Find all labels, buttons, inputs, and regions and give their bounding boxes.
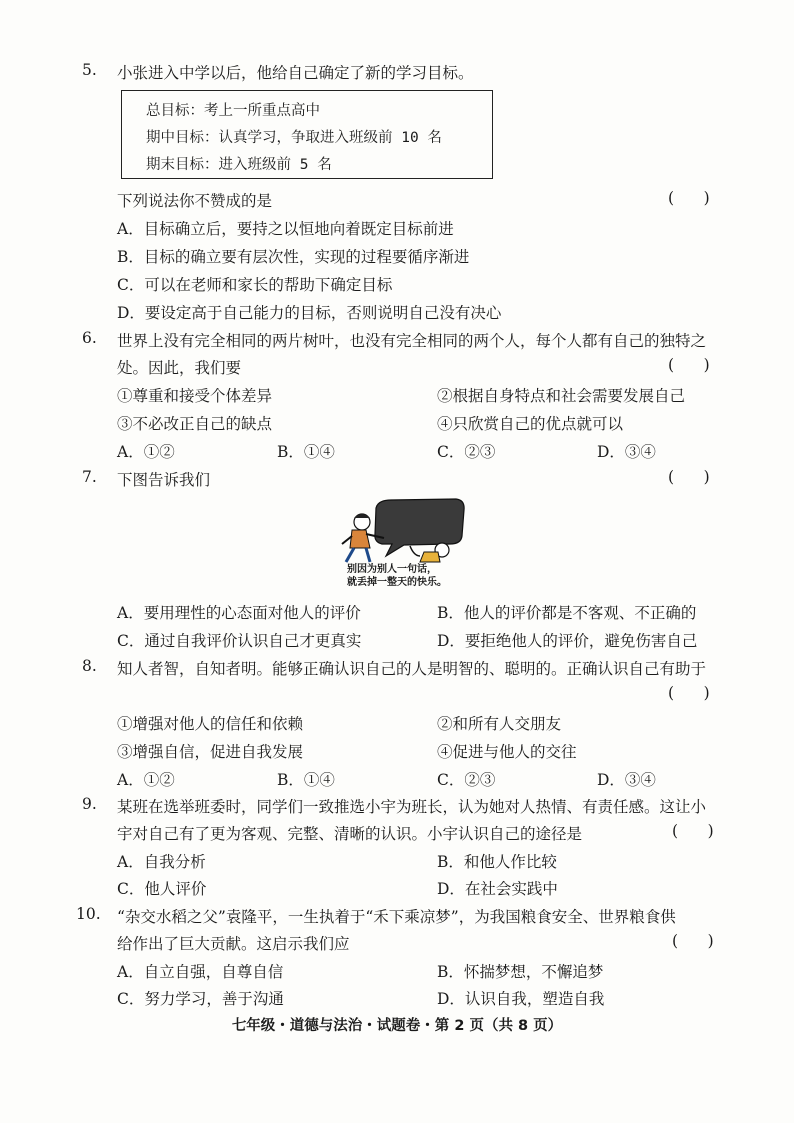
q7-number: 7.	[82, 468, 97, 486]
q9-option-b: B．和他人作比较	[437, 853, 557, 871]
kid-shirt	[350, 530, 370, 548]
q5-goal-box	[121, 90, 493, 179]
q5-goal-midterm: 期中目标：认真学习，争取进入班级前 10 名	[146, 130, 442, 146]
q9-stem-line1: 某班在选举班委时，同学们一致推选小宇为班长，认为她对人热情、有责任感。这让小	[117, 798, 707, 816]
q10-answer-blank: ( )	[672, 932, 714, 950]
q9-stem-line2: 宇对自己有了更为客观、完整、清晰的认识。小宇认识自己的途径是	[117, 825, 583, 843]
speech-bubble-shape	[375, 499, 464, 556]
q6-item-2: ②根据自身特点和社会需要发展自己	[437, 387, 686, 405]
q7-stem: 下图告诉我们	[117, 471, 211, 489]
q9-option-c: C．他人评价	[117, 880, 207, 898]
q6-item-3: ③不必改正自己的缺点	[117, 415, 273, 433]
q8-number: 8.	[82, 657, 97, 675]
q8-item-1: ①增强对他人的信任和依赖	[117, 715, 304, 733]
q7-option-a: A．要用理性的心态面对他人的评价	[117, 604, 361, 622]
q6-item-4: ④只欣赏自己的优点就可以	[437, 415, 624, 433]
q8-item-2: ②和所有人交朋友	[437, 715, 562, 733]
page-footer: 七年级・道德与法治・试题卷・第 2 页（共 8 页）	[231, 1018, 563, 1034]
q8-option-b: B．①④	[277, 771, 335, 789]
sad-kid-shirt	[420, 552, 440, 562]
q7-option-b: B．他人的评价都是不客观、不正确的	[437, 604, 697, 622]
q8-stem: 知人者智，自知者明。能够正确认识自己的人是明智的、聪明的。正确认识自己有助于	[117, 660, 707, 678]
q5-stem: 小张进入中学以后，他给自己确定了新的学习目标。	[117, 64, 474, 82]
q8-item-4: ④促进与他人的交往	[437, 743, 577, 761]
q9-option-a: A．自我分析	[117, 853, 206, 871]
q5-option-b: B．目标的确立要有层次性，实现的过程要循序渐进	[117, 248, 470, 266]
q10-stem-line2: 给作出了巨大贡献。这启示我们应	[117, 935, 350, 953]
q7-answer-blank: ( )	[668, 468, 710, 486]
q8-option-a: A．①②	[117, 771, 175, 789]
cartoon-caption	[347, 563, 447, 589]
q5-answer-blank: ( )	[668, 189, 710, 207]
q6-answer-blank: ( )	[668, 356, 710, 374]
q5-goal-final: 期末目标：进入班级前 5 名	[146, 157, 332, 173]
q6-number: 6.	[82, 329, 97, 347]
q7-option-d: D．要拒绝他人的评价，避免伤害自己	[437, 632, 698, 650]
q6-option-d: D．③④	[597, 443, 656, 461]
q10-option-d: D．认识自我，塑造自我	[437, 990, 605, 1008]
q6-stem-line1: 世界上没有完全相同的两片树叶，也没有完全相同的两个人，每个人都有自己的独特之	[117, 332, 707, 350]
q10-stem-line1: “杂交水稻之父”袁隆平，一生执着于“禾下乘凉梦”，为我国粮食安全、世界粮食供	[117, 908, 676, 926]
q7-option-c: C．通过自我评价认识自己才更真实	[117, 632, 362, 650]
q8-item-3: ③增强自信，促进自我发展	[117, 743, 304, 761]
q5-option-c: C．可以在老师和家长的帮助下确定目标	[117, 276, 393, 294]
sad-kid-arm	[410, 546, 420, 556]
q6-item-1: ①尊重和接受个体差异	[117, 387, 273, 405]
q6-option-b: B．①④	[277, 443, 335, 461]
kid-hair	[354, 514, 370, 518]
kid-legs	[346, 548, 370, 562]
q9-number: 9.	[82, 795, 97, 813]
q10-number: 10.	[76, 905, 101, 923]
q5-goal-overall: 总目标：考上一所重点高中	[146, 103, 320, 119]
q6-option-a: A．①②	[117, 443, 175, 461]
q5-prompt: 下列说法你不赞成的是	[117, 192, 273, 210]
q5-option-d: D．要设定高于自己能力的目标，否则说明自己没有决心	[117, 304, 502, 322]
cartoon-caption-line1: 别因为别人一句话，	[347, 564, 437, 575]
q8-answer-blank: ( )	[668, 684, 710, 702]
q5-number: 5.	[82, 61, 97, 79]
q10-option-c: C．努力学习，善于沟通	[117, 990, 284, 1008]
q6-stem-line2: 处。因此，我们要	[117, 359, 242, 377]
q10-option-b: B．怀揣梦想，不懈追梦	[437, 963, 604, 981]
q6-option-c: C．②③	[437, 443, 496, 461]
q8-option-c: C．②③	[437, 771, 496, 789]
q9-option-d: D．在社会实践中	[437, 880, 558, 898]
q9-answer-blank: ( )	[672, 822, 714, 840]
q8-option-d: D．③④	[597, 771, 656, 789]
q5-option-a: A．目标确立后，要持之以恒地向着既定目标前进	[117, 220, 454, 238]
cartoon-caption-line2: 就丢掉一整天的快乐。	[347, 577, 447, 588]
q10-option-a: A．自立自强，自尊自信	[117, 963, 284, 981]
